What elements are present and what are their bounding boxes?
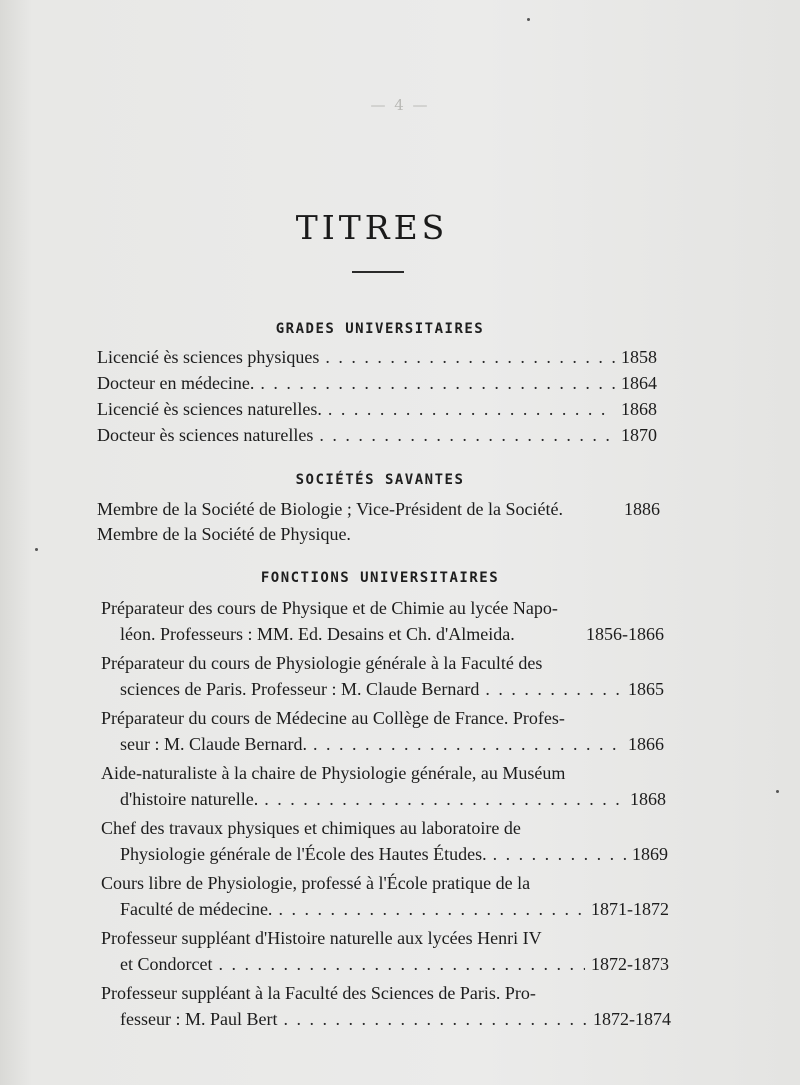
paper-speck — [527, 18, 530, 21]
entry-text: sciences de Paris. Professeur : M. Claude Bernard — [120, 679, 480, 699]
leader-dots — [319, 425, 615, 446]
entry-text: Cours libre de Physiologie, professé à l'École pratique de la — [101, 873, 531, 893]
entry-year: 1869 — [632, 844, 668, 864]
fonction-2-line-2 — [120, 679, 664, 705]
fonction-4-line-1 — [101, 763, 664, 789]
fonction-1-line-1 — [101, 598, 664, 624]
paper-speck — [776, 790, 779, 793]
entry-societe-2 — [97, 524, 660, 550]
entry-text: Membre de la Société de Physique. — [97, 524, 351, 544]
section-heading-fonctions: FONCTIONS UNIVERSITAIRES — [260, 570, 500, 586]
leader-dots — [218, 954, 585, 975]
section-heading-societes: SOCIÉTÉS SAVANTES — [295, 472, 465, 488]
entry-text: Professeur suppléant à la Faculté des Sciences de Paris. Pro- — [101, 983, 536, 1003]
leader-dots — [493, 844, 626, 865]
leader-dots — [283, 1009, 587, 1030]
entry-grade-4 — [97, 425, 657, 451]
fonction-3-line-2 — [120, 734, 664, 760]
entry-year: 1886 — [624, 499, 660, 519]
fonction-8-line-2 — [120, 1009, 671, 1035]
entry-year: 1868 — [630, 789, 666, 809]
entry-text: Préparateur des cours de Physique et de Chimie au lycée Napo- — [101, 598, 558, 618]
entry-text: d'histoire naturelle. — [120, 789, 259, 809]
fonction-3-line-1 — [101, 708, 664, 734]
entry-grade-2 — [97, 373, 657, 399]
leader-dots — [325, 347, 615, 368]
leader-dots — [328, 399, 615, 420]
entry-text: Licencié ès sciences naturelles. — [97, 399, 322, 419]
entry-text: léon. Professeurs : MM. Ed. Desains et Ch. d'Almeida. — [120, 624, 515, 644]
entry-year: 1865 — [628, 679, 664, 699]
entry-year: 1856-1866 — [586, 624, 664, 644]
fonction-7-line-1 — [101, 928, 668, 954]
page-title: TITRES — [295, 208, 449, 247]
fonction-8-line-1 — [101, 983, 671, 1009]
page-number: — 4 — — [370, 96, 430, 114]
entry-text: Préparateur du cours de Médecine au Collège de France. Profes- — [101, 708, 565, 728]
entry-year: 1872-1874 — [593, 1009, 671, 1029]
fonction-6-line-2 — [120, 899, 669, 925]
entry-year: 1858 — [621, 347, 657, 367]
fonction-5-line-1 — [101, 818, 668, 844]
entry-year: 1866 — [628, 734, 664, 754]
entry-grade-1 — [97, 347, 657, 373]
entry-year: 1864 — [621, 373, 657, 393]
entry-year: 1870 — [621, 425, 657, 445]
fonction-1-line-2 — [120, 624, 664, 650]
fonction-2-line-1 — [101, 653, 664, 679]
fonction-6-line-1 — [101, 873, 668, 899]
section-heading-grades: GRADES UNIVERSITAIRES — [275, 321, 485, 337]
entry-societe-1 — [97, 499, 660, 525]
entry-text: Professeur suppléant d'Histoire naturelle aux lycées Henri IV — [101, 928, 542, 948]
entry-year: 1872-1873 — [591, 954, 669, 974]
title-rule — [352, 271, 404, 273]
leader-dots — [264, 789, 624, 810]
entry-text: Faculté de médecine. — [120, 899, 273, 919]
entry-text: et Condorcet — [120, 954, 213, 974]
entry-text: seur : M. Claude Bernard. — [120, 734, 307, 754]
entry-text: Physiologie générale de l'École des Hautes Études. — [120, 844, 487, 864]
entry-text: Licencié ès sciences physiques — [97, 347, 320, 367]
entry-text: Chef des travaux physiques et chimiques au laboratoire de — [101, 818, 521, 838]
entry-year: 1871-1872 — [591, 899, 669, 919]
paper-speck — [35, 548, 38, 551]
leader-dots — [313, 734, 622, 755]
entry-grade-3 — [97, 399, 657, 425]
entry-text: Membre de la Société de Biologie ; Vice-Président de la Société. — [97, 499, 563, 519]
entry-year: 1868 — [621, 399, 657, 419]
entry-text: Préparateur du cours de Physiologie générale à la Faculté des — [101, 653, 543, 673]
entry-text: Aide-naturaliste à la chaire de Physiologie générale, au Muséum — [101, 763, 566, 783]
entry-text: fesseur : M. Paul Bert — [120, 1009, 278, 1029]
leader-dots — [485, 679, 622, 700]
fonction-5-line-2 — [120, 844, 668, 870]
fonction-4-line-2 — [120, 789, 666, 815]
fonction-7-line-2 — [120, 954, 669, 980]
entry-text: Docteur ès sciences naturelles — [97, 425, 314, 445]
leader-dots — [278, 899, 585, 920]
entry-text: Docteur en médecine. — [97, 373, 255, 393]
leader-dots — [260, 373, 615, 394]
